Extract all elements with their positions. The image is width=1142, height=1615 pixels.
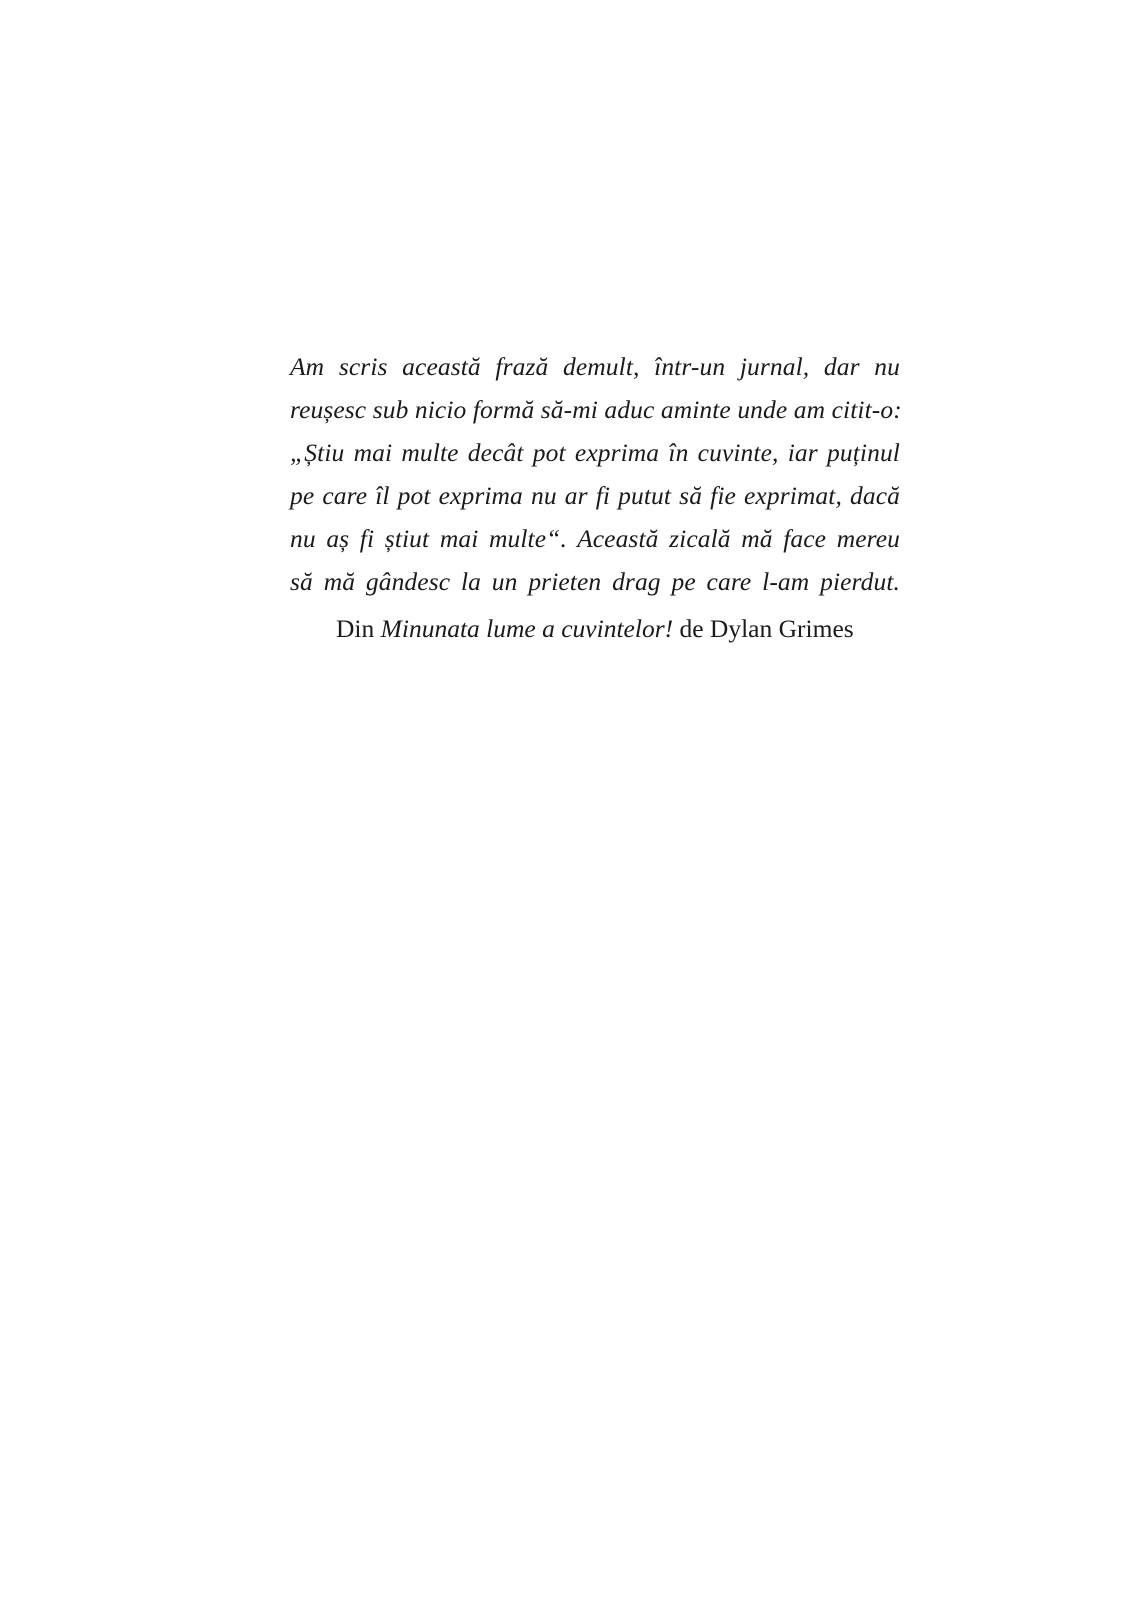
attribution-prefix: Din [336, 614, 381, 643]
epigraph-line: nu aș fi știut mai multe“. Această zicală mă face mereu [290, 524, 900, 553]
epigraph-line: „Știu mai multe decât pot exprima în cuvinte, iar puținul [290, 438, 900, 467]
epigraph-paragraph [290, 345, 900, 603]
epigraph-attribution [290, 607, 900, 650]
epigraph-block [290, 345, 900, 650]
epigraph-line: pe care îl pot exprima nu ar fi putut să fie exprimat, dacă [290, 481, 900, 510]
attribution-suffix: de Dylan Grimes [673, 614, 854, 643]
epigraph-line: Am scris această frază demult, într-un jurnal, dar nu [290, 352, 900, 381]
epigraph-line: să mă gândesc la un prieten drag pe care l-am pierdut. [290, 567, 900, 596]
epigraph-text [290, 345, 900, 603]
epigraph-line: reușesc sub nicio formă să-mi aduc aminte unde am citit-o: [290, 395, 902, 424]
attribution-work-title: Minunata lume a cuvintelor! [380, 614, 674, 643]
